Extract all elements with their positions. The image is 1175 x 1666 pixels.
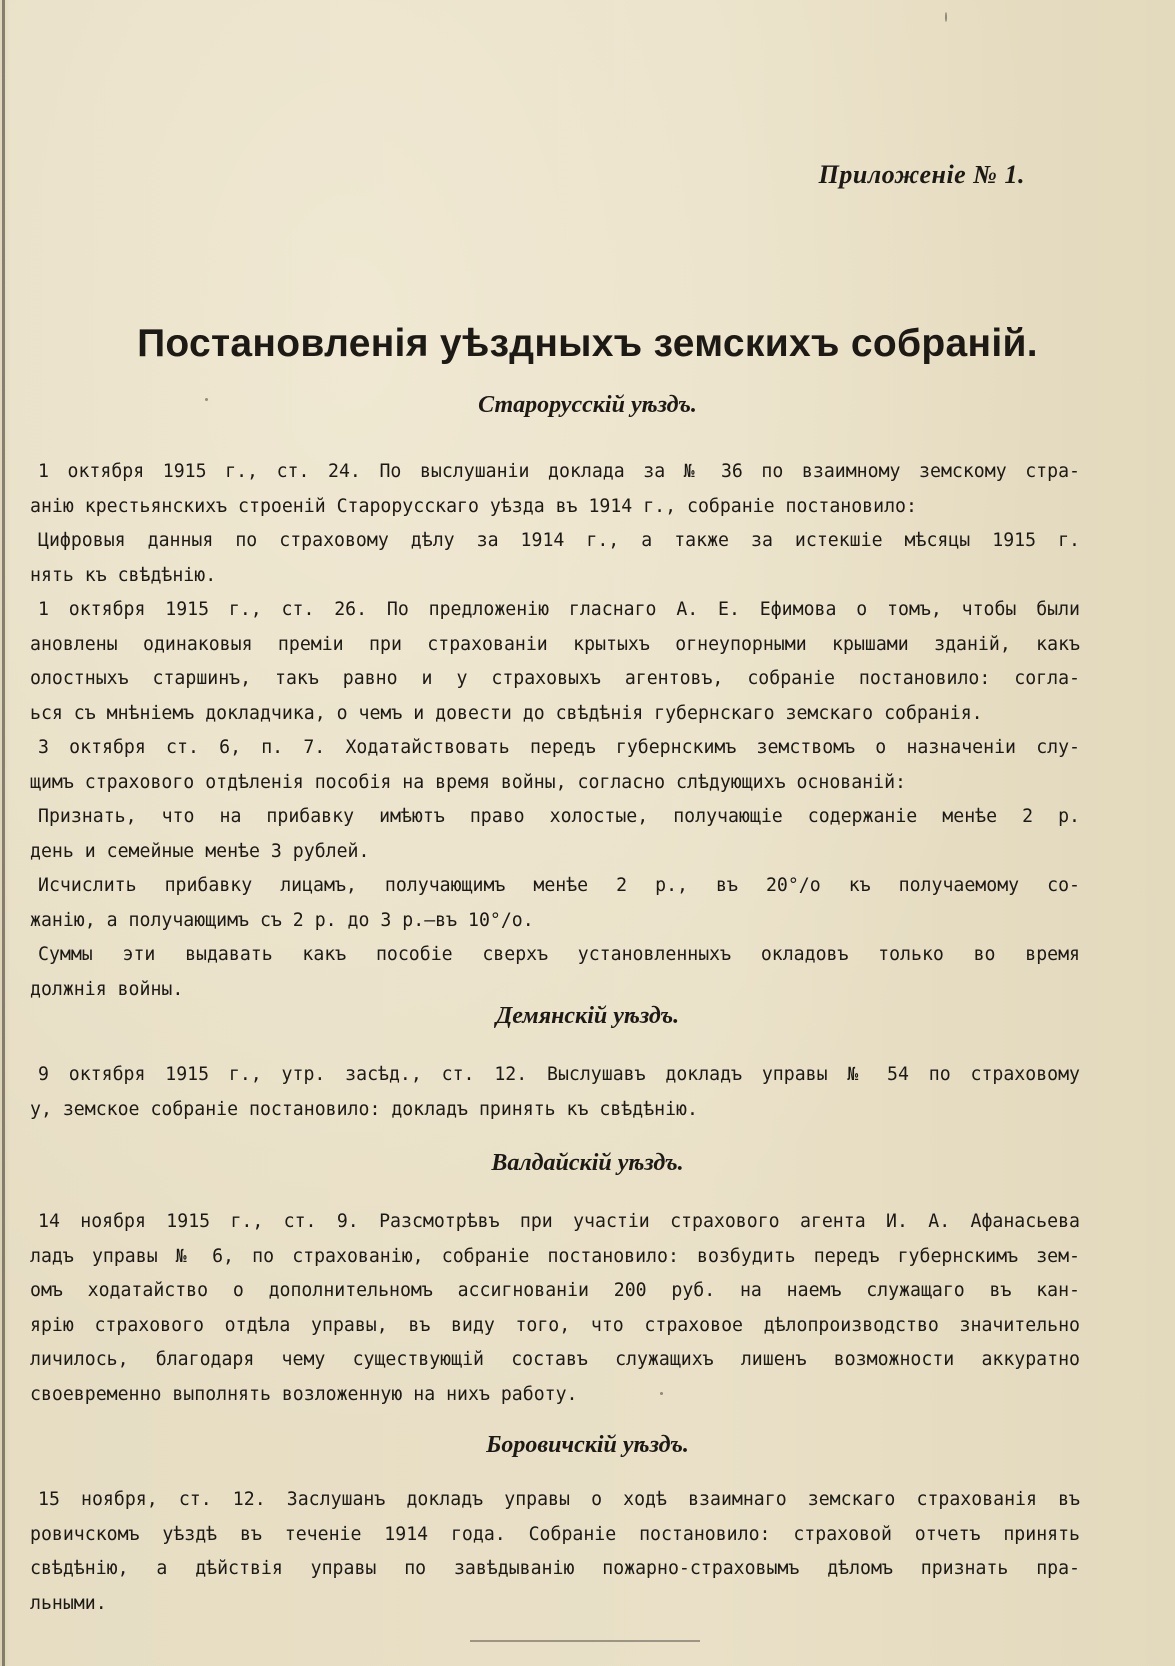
text-line: своевременно выполнять возложенную на нихъ работу.: [30, 1383, 578, 1405]
text-line: жанію, а получающимъ съ 2 р. до 3 р.—въ 10°/o.: [30, 909, 534, 931]
paragraph: [30, 524, 1080, 593]
text-line: щимъ страхового отдѣленія пособія на время войны, согласно слѣдующихъ основаній:: [30, 771, 906, 793]
paragraph: [30, 1205, 1080, 1412]
paragraph: [30, 800, 1080, 869]
text-line: 15 ноября, ст. 12. Заслушанъ докладъ управы о ходѣ взаимнаго земскаго страхованія въ: [38, 1489, 1080, 1510]
district-heading-borovichsky: Боровичскій уѣздъ.: [486, 1432, 689, 1458]
district-heading-starorussky: Старорусскій уѣздъ.: [478, 392, 697, 418]
district-heading-demyansky: Демянскій уѣздъ.: [495, 1003, 680, 1029]
text-line: Признать, что на прибавку имѣютъ право холостые, получающіе содержаніе менѣе 2 р.: [38, 806, 1080, 827]
paragraph: [30, 731, 1080, 800]
text-line: свѣдѣнію, а дѣйствія управы по завѣдыванію пожарно-страховымъ дѣломъ признать пра-: [30, 1558, 1080, 1579]
text-line: 1 октября 1915 г., ст. 24. По выслушаніи доклада за № 36 по взаимному земскому стра-: [38, 461, 1080, 482]
text-line: Цифровыя данныя по страховому дѣлу за 1914 г., а также за истекшіе мѣсяцы 1915 г.: [38, 530, 1080, 551]
text-line: анію крестьянскихъ строеній Старорусскаго уѣзда въ 1914 г., собраніе постановило:: [30, 495, 917, 517]
text-line: ановлены одинаковыя преміи при страхованіи крытыхъ огнеупорными крышами зданій, какъ: [30, 633, 1080, 655]
paragraph: [30, 1058, 1080, 1127]
print-mark: [660, 1392, 663, 1395]
text-line: ладъ управы № 6, по страхованію, собраніе постановило: возбудить передъ губернскимъ зем-: [30, 1245, 1080, 1267]
paragraph: [30, 455, 1080, 524]
district-heading-valdaysky: Валдайскій уѣздъ.: [491, 1150, 684, 1176]
document-title: Постановленія уѣздныхъ земскихъ собраній.: [137, 322, 1038, 365]
text-line: ься съ мнѣніемъ докладчика, о чемъ и довести до свѣдѣнія губернскаго земскаго собранія.: [30, 702, 983, 724]
text-line: 9 октября 1915 г., утр. засѣд., ст. 12. Выслушавъ докладъ управы № 54 по страховому: [38, 1064, 1080, 1085]
text-line: омъ ходатайство о дополнительномъ ассигнованіи 200 руб. на наемъ служащаго въ кан-: [30, 1280, 1080, 1301]
paragraph: [30, 938, 1080, 1007]
paragraph: [30, 869, 1080, 938]
text-line: личилось, благодаря чему существующій составъ служащихъ лишенъ возможности аккуратно: [30, 1349, 1080, 1370]
text-line: Суммы эти выдавать какъ пособіе сверхъ установленныхъ окладовъ только во время: [38, 944, 1080, 965]
text-line: ярію страхового отдѣла управы, въ виду того, что страховое дѣлопроизводство значительно: [30, 1314, 1080, 1336]
text-line: ровичскомъ уѣздѣ въ теченіе 1914 года. Собраніе постановило: страховой отчетъ принять: [30, 1523, 1080, 1545]
page-gutter-shadow: [2, 0, 5, 1666]
text-line: льными.: [30, 1592, 107, 1614]
text-line: день и семейные менѣе 3 рублей.: [30, 840, 370, 862]
text-line: 14 ноября 1915 г., ст. 9. Разсмотрѣвъ при участіи страхового агента И. А. Афанасьева: [38, 1211, 1080, 1232]
text-line: олостныхъ старшинъ, такъ равно и у страховыхъ агентовъ, собраніе постановило: согла-: [30, 668, 1080, 689]
text-line: у, земское собраніе постановило: докладъ принять къ свѣдѣнію.: [30, 1098, 698, 1120]
bottom-rule: [470, 1640, 700, 1642]
text-line: 1 октября 1915 г., ст. 26. По предложенію гласнаго А. Е. Ефимова о томъ, чтобы были: [38, 599, 1080, 620]
print-mark: [205, 398, 208, 401]
text-line: Исчислить прибавку лицамъ, получающимъ менѣе 2 р., въ 20°/o къ получаемому со-: [38, 875, 1080, 896]
text-line: нять къ свѣдѣнію.: [30, 564, 217, 586]
text-line: 3 октября ст. 6, п. 7. Ходатайствовать передъ губернскимъ земствомъ о назначеніи слу-: [38, 737, 1080, 758]
print-mark: [945, 12, 947, 22]
paragraph: [30, 593, 1080, 731]
paragraph: [30, 1483, 1080, 1621]
annex-label: Приложеніе № 1.: [818, 160, 1025, 189]
text-line: должнія войны.: [30, 978, 184, 1000]
